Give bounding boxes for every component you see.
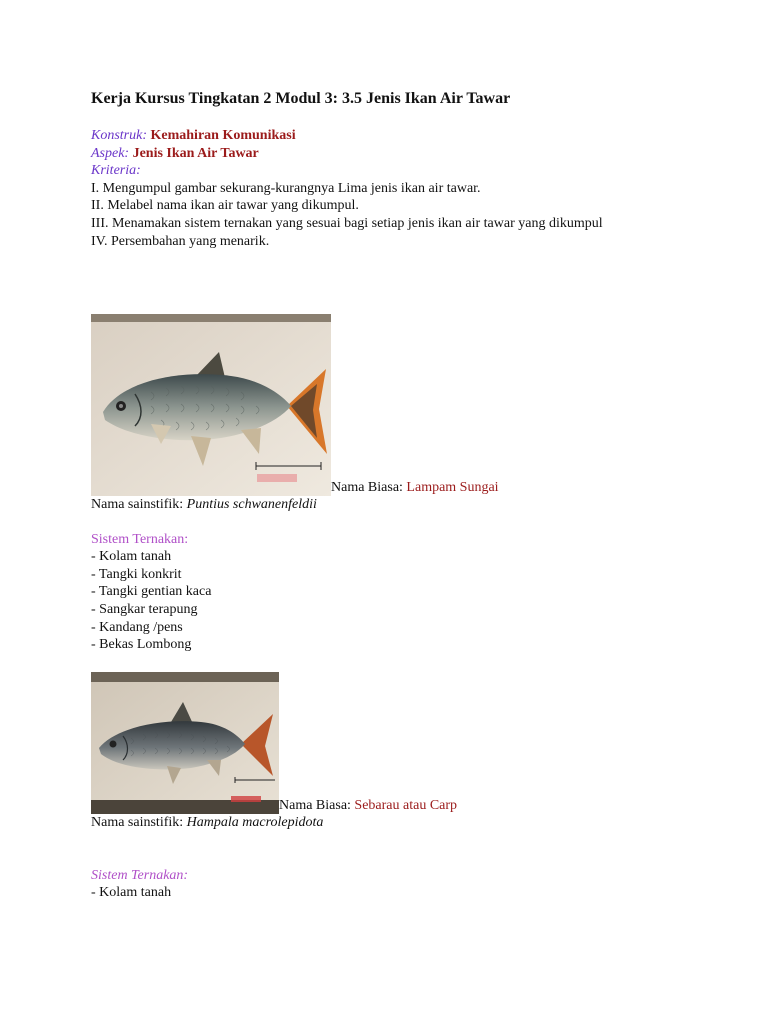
sistem-item: - Kolam tanah (91, 549, 172, 565)
sistem-ternakan-label: Sistem Ternakan: (91, 867, 189, 883)
konstruk-value: Kemahiran Komunikasi (150, 128, 296, 143)
nama-biasa-line (331, 480, 499, 495)
sistem-item: - Sangkar terapung (91, 601, 198, 617)
sistem-ternakan-label: Sistem Ternakan: (91, 531, 189, 547)
aspek-line (91, 145, 603, 163)
aspek-label: Aspek: (91, 145, 130, 161)
konstruk-line (91, 127, 603, 145)
kriteria-item: II. Melabel nama ikan air tawar yang dikumpul. (91, 198, 359, 214)
kriteria-label: Kriteria: (91, 163, 141, 179)
sistem-item: - Kolam tanah (91, 885, 172, 901)
nama-sainstifik-line (91, 496, 499, 514)
document-title: Kerja Kursus Tingkatan 2 Modul 3: 3.5 Jenis Ikan Air Tawar (91, 90, 511, 107)
kriteria-item: I. Mengumpul gambar sekurang-kurangnya Lima jenis ikan air tawar. (91, 180, 481, 196)
fish-entry (91, 672, 457, 902)
nama-biasa-value: Sebarau atau Carp (354, 798, 458, 813)
aspek-value: Jenis Ikan Air Tawar (132, 145, 259, 161)
nama-biasa-value: Lampam Sungai (406, 480, 499, 495)
sistem-ternakan-section (91, 867, 457, 902)
konstruk-label: Konstruk: (91, 128, 147, 143)
sistem-item: - Tangki gentian kaca (91, 584, 212, 600)
nama-biasa-label: Nama Biasa: (279, 798, 351, 813)
fish-entry (91, 314, 499, 654)
sistem-item: - Kandang /pens (91, 619, 183, 635)
sistem-item: - Bekas Lombong (91, 637, 192, 653)
kriteria-item: IV. Persembahan yang menarik. (91, 233, 270, 249)
fish-photo-lampam (91, 314, 331, 496)
nama-sainstifik-value: Puntius schwanenfeldii (186, 497, 317, 512)
sistem-ternakan-section (91, 531, 499, 654)
nama-sainstifik-value: Hampala macrolepidota (186, 815, 324, 830)
fish-photo-sebarau (91, 672, 279, 814)
criteria-section (91, 127, 603, 250)
nama-sainstifik-label: Nama sainstifik: (91, 497, 184, 512)
nama-biasa-label: Nama Biasa: (331, 480, 403, 495)
kriteria-item: III. Menamakan sistem ternakan yang sesuai bagi setiap jenis ikan air tawar yang dikumpul (91, 215, 603, 231)
sistem-item: - Tangki konkrit (91, 566, 182, 582)
nama-sainstifik-label: Nama sainstifik: (91, 815, 184, 830)
nama-biasa-line (279, 798, 457, 813)
nama-sainstifik-line (91, 814, 457, 832)
